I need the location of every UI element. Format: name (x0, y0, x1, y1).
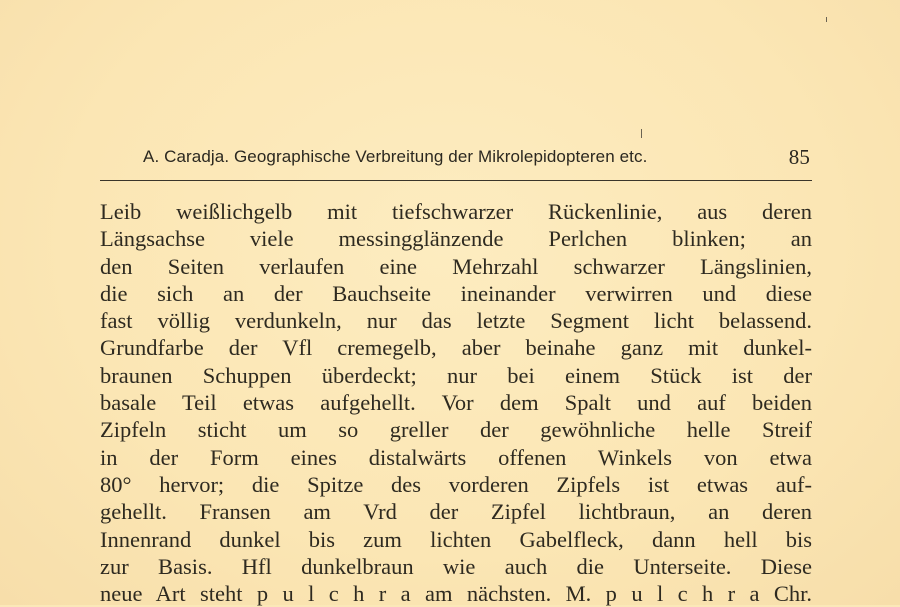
print-speck (641, 129, 642, 138)
header-rule (100, 180, 812, 181)
body-paragraph (100, 198, 812, 607)
running-header (143, 147, 810, 171)
text-line: in der Form eines distalwärts offenen Winkels von etwa (100, 444, 812, 470)
text-line: zur Basis. Hfl dunkelbraun wie auch die Unterseite. Diese (100, 553, 812, 579)
text-line: Leib weißlichgelb mit tiefschwarzer Rückenlinie, aus deren (100, 199, 812, 224)
page-number: 85 (788, 145, 810, 169)
text-line: braunen Schuppen überdeckt; nur bei einem Stück ist der (100, 362, 812, 388)
text-line: den Seiten verlaufen eine Mehrzahl schwarzer Längslinien, (100, 253, 812, 279)
text-line: 80° hervor; die Spitze des vorderen Zipfels ist etwas auf- (100, 471, 812, 497)
text-line: fast völlig verdunkeln, nur das letzte Segment licht belassend. (100, 308, 812, 334)
text-line: Zipfeln sticht um so greller der gewöhnliche helle Streif (100, 417, 812, 443)
print-speck (826, 17, 827, 22)
text-line: gehellt. Fransen am Vrd der Zipfel lichtbraun, an deren (100, 499, 812, 525)
running-title: A. Caradja. Geographische Verbreitung der Mikrolepidopteren etc. (143, 147, 648, 166)
text-line: Innenrand dunkel bis zum lichten Gabelfleck, dann hell bis (100, 526, 812, 552)
text-line: Längsachse viele messingglänzende Perlchen blinken; an (100, 226, 812, 252)
text-line: die sich an der Bauchseite ineinander verwirren und diese (100, 280, 812, 306)
text-line: basale Teil etwas aufgehellt. Vor dem Spalt und auf beiden (100, 390, 812, 416)
text-line: Grundfarbe der Vfl cremegelb, aber beinahe ganz mit dunkel- (100, 335, 812, 361)
text-line: neue Art steht p u l c h r a am nächsten. M. p u l c h r a Chr. (100, 581, 812, 607)
